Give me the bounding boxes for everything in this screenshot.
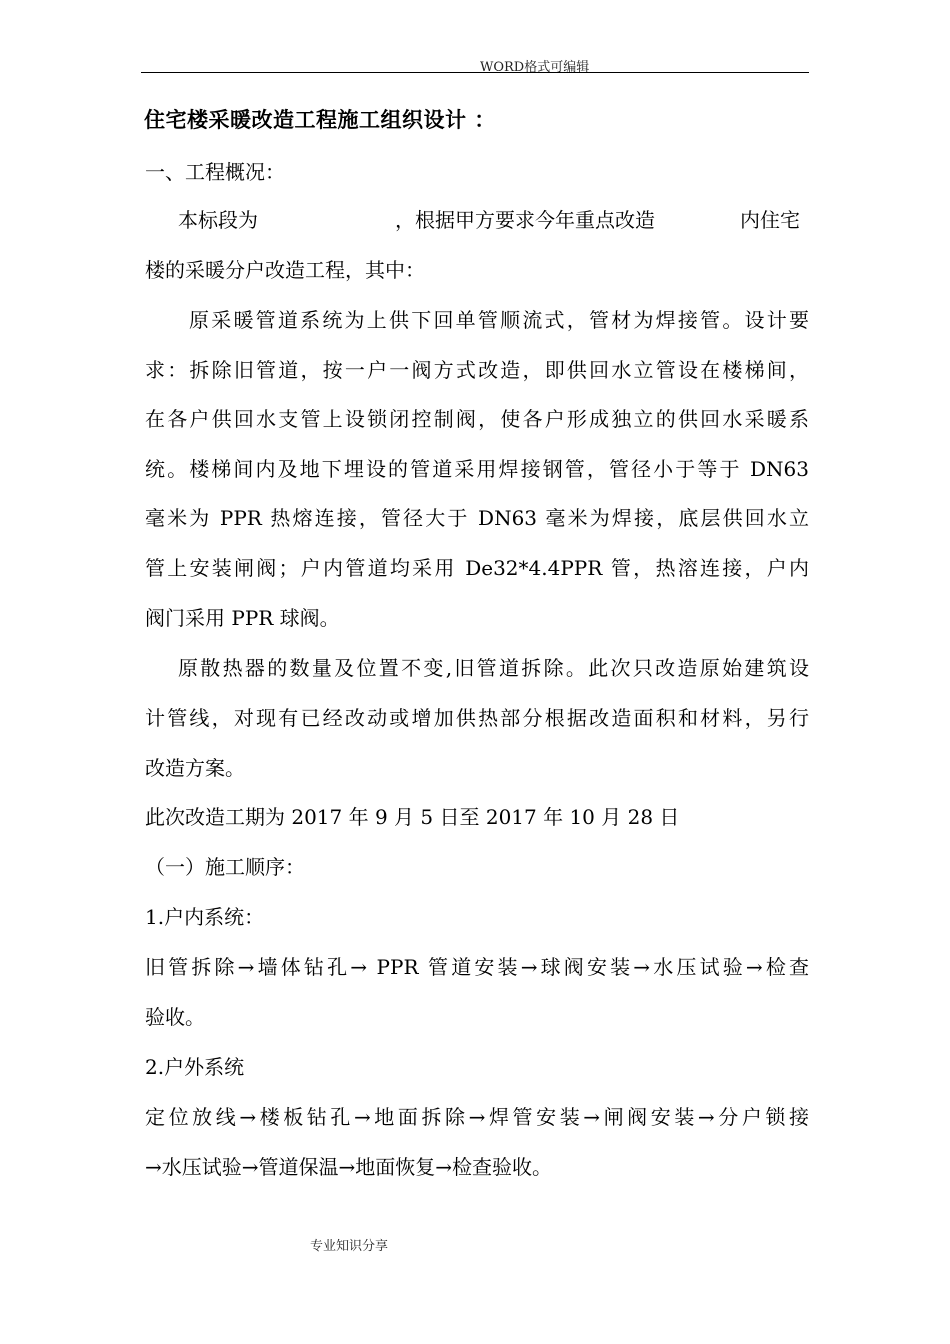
para1-line-2: 求：拆除旧管道，按一户一阀方式改造，即供回水立管设在楼梯间， [145,358,809,382]
intro-text-a: 本标段为 [178,208,258,232]
intro-line-2: 楼的采暖分户改造工程，其中： [145,258,425,282]
schedule-line: 此次改造工期为 2017 年 9 月 5 日至 2017 年 10 月 28 日 [145,805,680,829]
header-rule [141,72,809,73]
construction-order-heading: （一）施工顺序： [145,855,305,879]
para1-line-6: 管上安装闸阀；户内管道均采用 De32*4.4PPR 管，热溶连接，户内 [145,556,809,580]
para2-line-3: 改造方案。 [145,756,245,780]
para1-line-4: 统。楼梯间内及地下埋设的管道采用焊接钢管，管径小于等于 DN63 [145,457,809,481]
section-heading-overview: 一、工程概况： [145,160,285,184]
page-footer-text: 专业知识分享 [310,1239,389,1254]
indoor-steps-line-1: 旧管拆除→墙体钻孔→ PPR 管道安装→球阀安装→水压试验→检查 [145,955,809,979]
para1-line-7: 阀门采用 PPR 球阀。 [145,606,340,630]
para2-line-2: 计管线，对现有已经改动或增加供热部分根据改造面积和材料，另行 [145,706,809,730]
outdoor-steps-line-1: 定位放线→楼板钻孔→地面拆除→焊管安装→闸阀安装→分户锁接 [145,1105,809,1129]
para1-line-1: 原采暖管道系统为上供下回单管顺流式，管材为焊接管。设计要 [189,308,809,332]
intro-text-b: ，根据甲方要求今年重点改造 [395,208,655,232]
para2-line-1: 原散热器的数量及位置不变,旧管道拆除。此次只改造原始建筑设 [178,656,809,680]
indoor-system-heading: 1.户内系统： [145,905,265,929]
para1-line-3: 在各户供回水支管上设锁闭控制阀，使各户形成独立的供回水采暖系 [145,407,809,431]
indoor-steps-line-2: 验收。 [145,1005,205,1029]
intro-text-c: 内住宅 [740,208,800,232]
outdoor-system-heading: 2.户外系统 [145,1055,245,1079]
outdoor-steps-line-2: →水压试验→管道保温→地面恢复→检查验收。 [145,1155,553,1179]
document-title: 住宅楼采暖改造工程施工组织设计 ： [144,107,496,132]
page-header-text: WORD格式可编辑 [480,60,590,75]
para1-line-5: 毫米为 PPR 热熔连接，管径大于 DN63 毫米为焊接，底层供回水立 [145,506,809,530]
